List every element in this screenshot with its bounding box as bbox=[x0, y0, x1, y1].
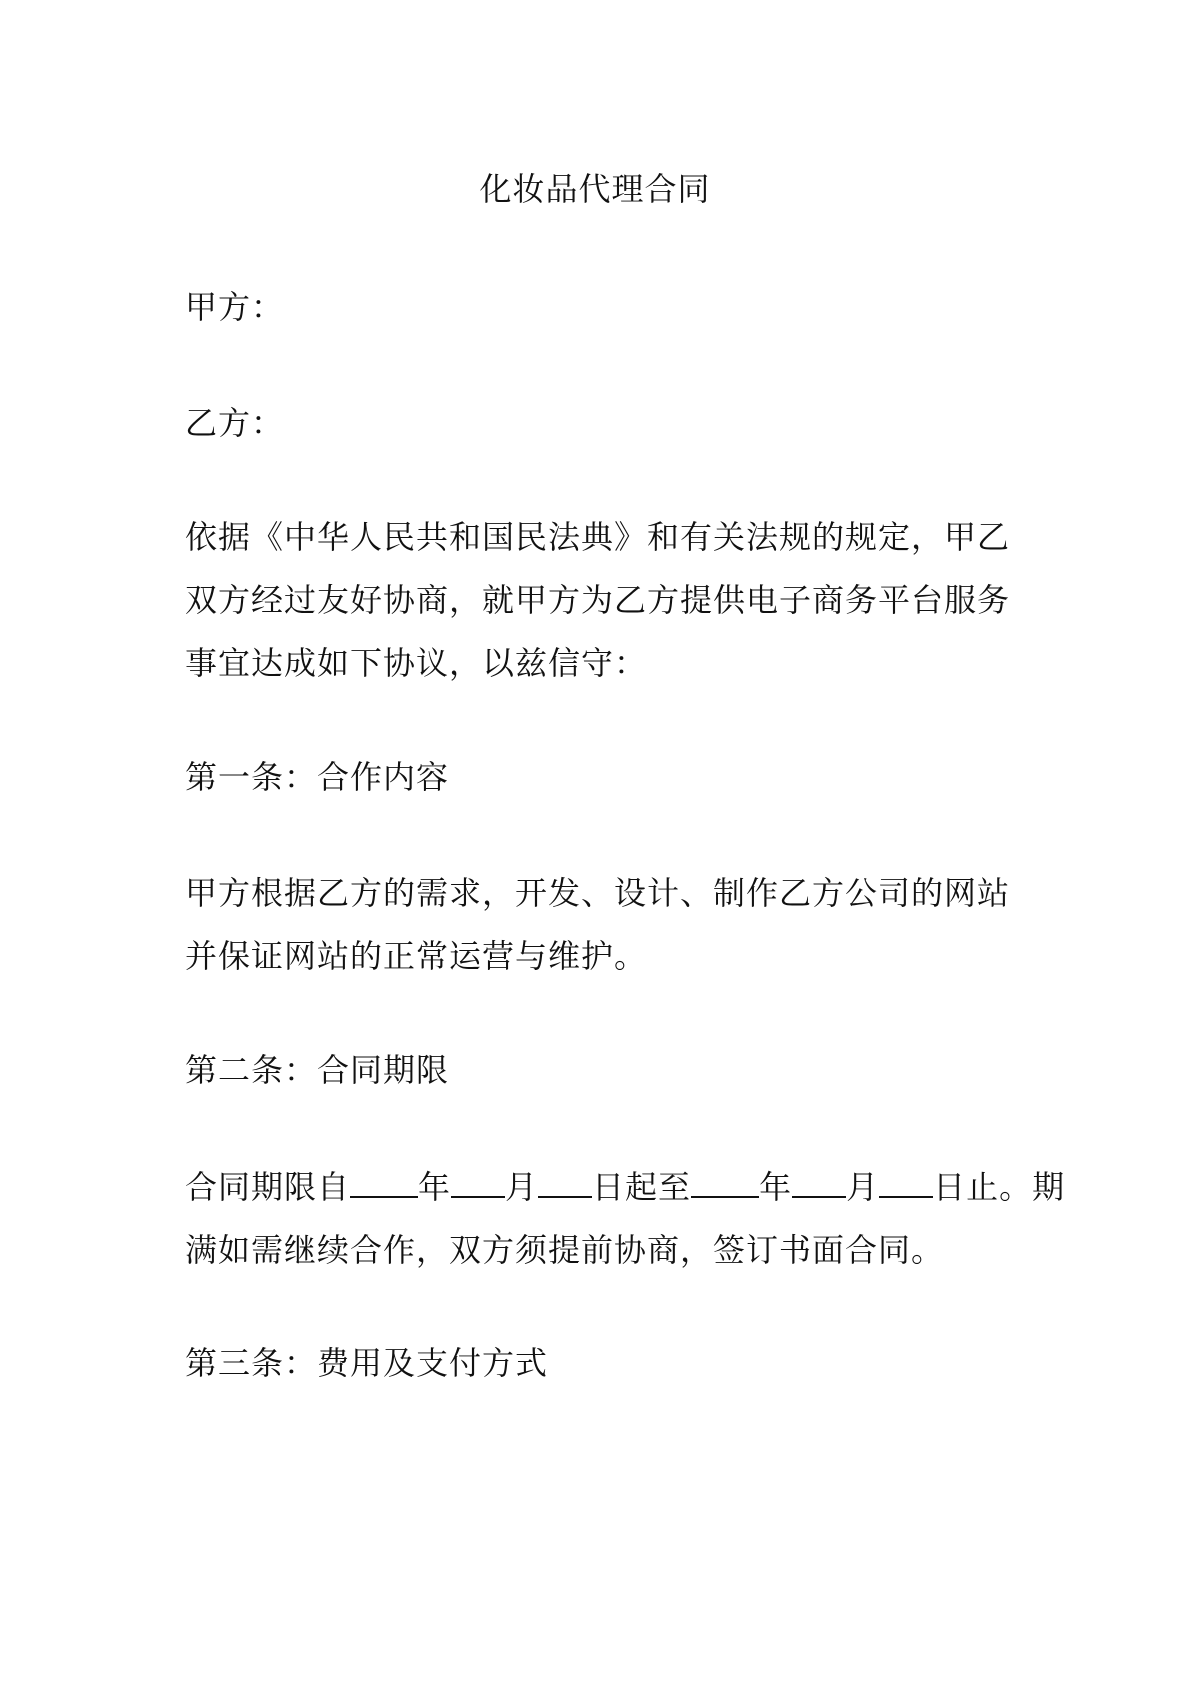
document-title: 化妆品代理合同 bbox=[479, 170, 711, 208]
article-3-heading: 第三条：费用及支付方式 bbox=[185, 1344, 549, 1382]
article-2-line: 满如需继续合作，双方须提前协商，签订书面合同。 bbox=[185, 1231, 945, 1269]
preamble-line: 依据《中华人民共和国民法典》和有关法规的规定，甲乙 bbox=[185, 518, 1011, 556]
article-1-line: 甲方根据乙方的需求，开发、设计、制作乙方公司的网站 bbox=[185, 874, 1011, 912]
party-a-label: 甲方： bbox=[185, 288, 285, 326]
start-day-blank bbox=[538, 1170, 592, 1198]
contract-term-line: 合同期限自 年 月 日起至 年 月 日止。期 bbox=[185, 1168, 1066, 1206]
start-month-blank bbox=[451, 1170, 505, 1198]
article-1-line: 并保证网站的正常运营与维护。 bbox=[185, 937, 648, 975]
article-2-heading: 第二条：合同期限 bbox=[185, 1051, 450, 1089]
preamble-line: 双方经过友好协商，就甲方为乙方提供电子商务平台服务 bbox=[185, 581, 1011, 619]
article-2-paragraph bbox=[185, 1156, 1066, 1282]
end-day-blank bbox=[879, 1170, 933, 1198]
end-year-blank bbox=[691, 1170, 759, 1198]
preamble-paragraph bbox=[185, 506, 1015, 695]
article-1-paragraph bbox=[185, 862, 1015, 988]
end-month-blank bbox=[792, 1170, 846, 1198]
preamble-line: 事宜达成如下协议，以兹信守： bbox=[185, 644, 648, 682]
start-year-blank bbox=[350, 1170, 418, 1198]
party-b-label: 乙方： bbox=[185, 404, 285, 442]
article-1-heading: 第一条：合作内容 bbox=[185, 758, 450, 796]
